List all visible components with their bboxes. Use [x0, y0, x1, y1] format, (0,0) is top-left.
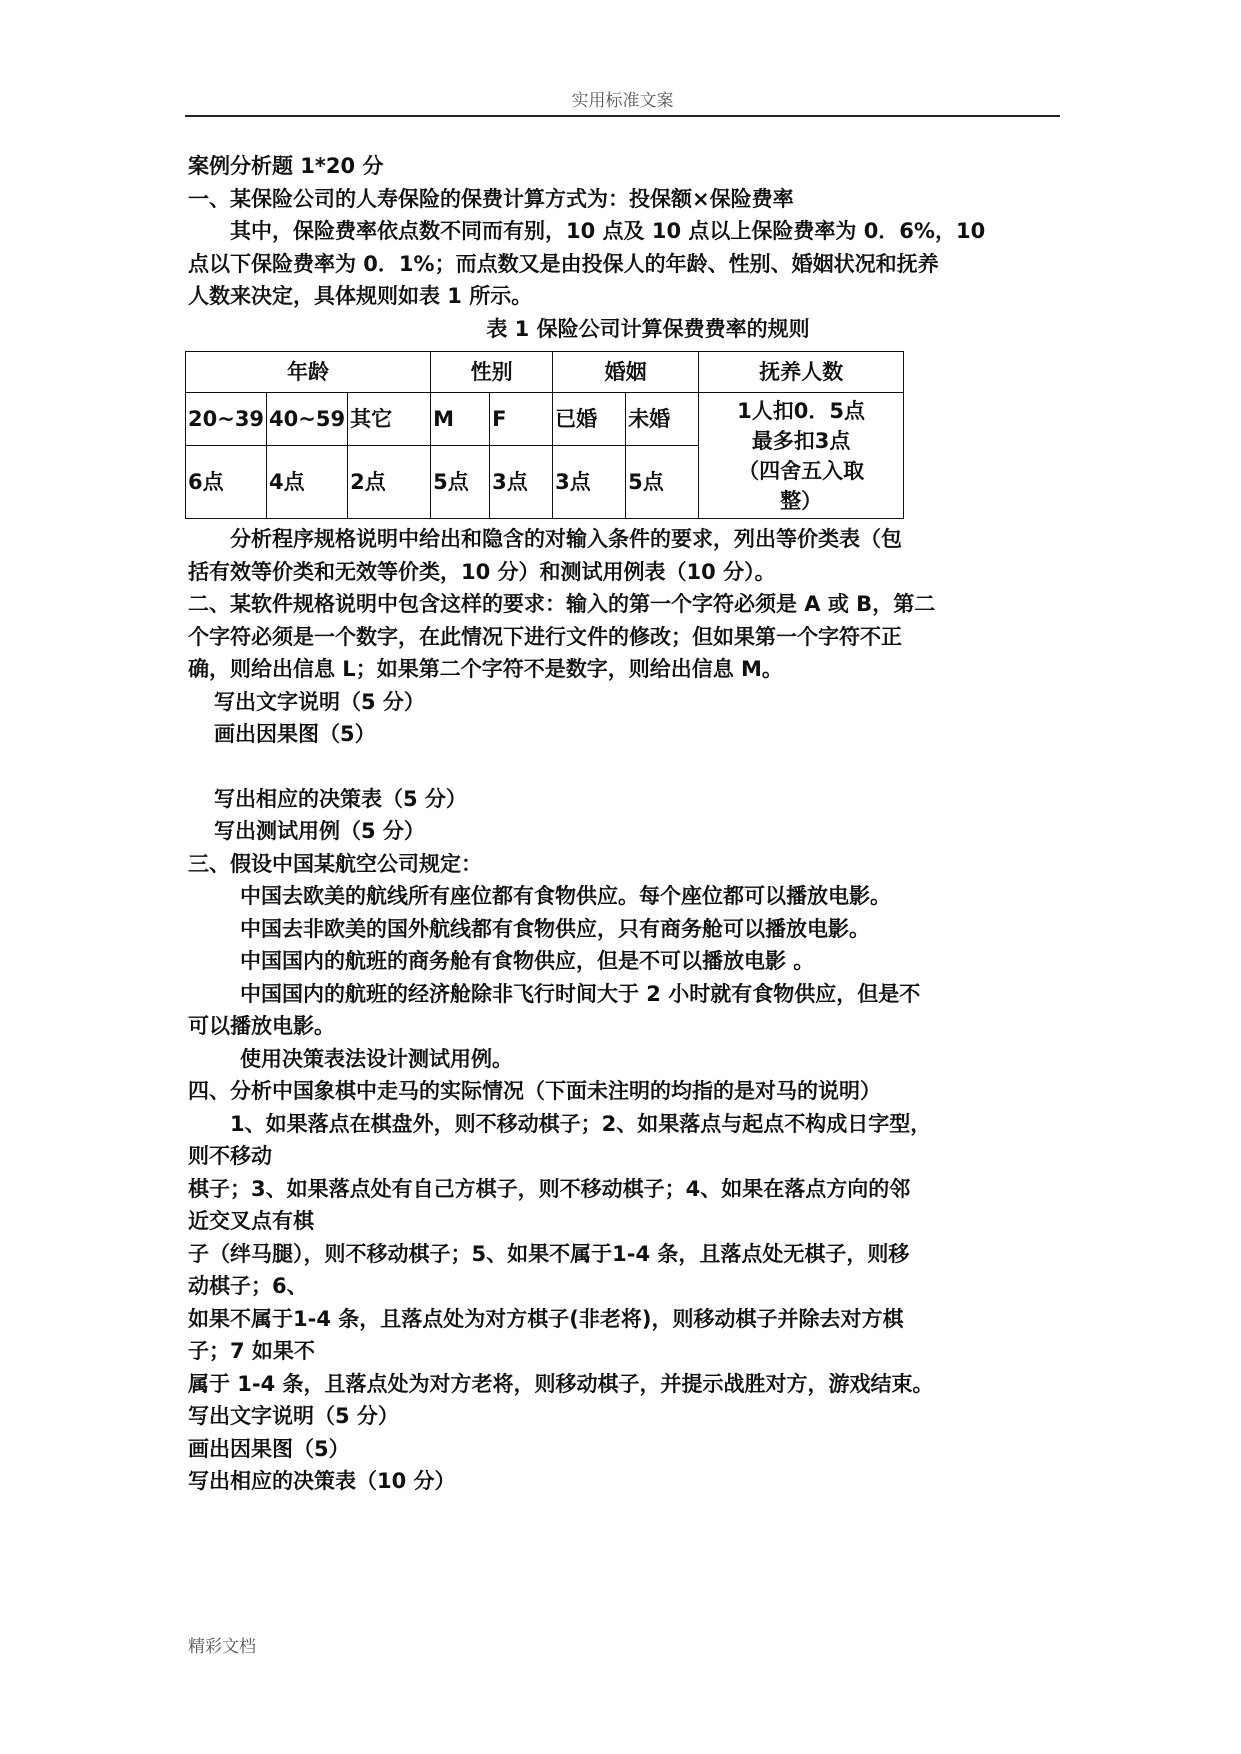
text-line: 子（绊马腿），则不移动棋子；5、如果不属于1-4 条，且落点处无棋子，则移 [188, 1241, 910, 1266]
text-line: 中国去欧美的航线所有座位都有食物供应。每个座位都可以播放电影。 [240, 884, 891, 908]
task-line: 使用决策表法设计测试用例。 [240, 1046, 513, 1071]
page-footer: 精彩文档 [188, 1637, 256, 1657]
text-line: 个字符必须是一个数字，在此情况下进行文件的修改；但如果第一个字符不正 [188, 624, 902, 649]
table-cell: 其它 [348, 393, 431, 446]
text-line: 近交叉点有棋 [188, 1209, 314, 1233]
task-line: 画出因果图（5） [214, 722, 376, 746]
text-line: 其中，保险费率依点数不同而有别，10 点及 10 点以上保险费率为 0．6%，10 [230, 219, 986, 243]
text-line: 点以下保险费率为 0．1%；而点数又是由投保人的年龄、性别、婚姻状况和抚养 [188, 251, 939, 276]
question-4-title: 四、分析中国象棋中走马的实际情况（下面未注明的均指的是对马的说明） [188, 1079, 881, 1103]
text-line: 动棋子；6、 [188, 1274, 308, 1298]
table-caption: 表 1 保险公司计算保费费率的规则 [486, 316, 810, 341]
text-line: 如果不属于1-4 条，且落点处为对方棋子(非老将)，则移动棋子并除去对方棋 [188, 1306, 904, 1331]
table-cell: 5点 [431, 446, 490, 519]
table-cell: M [431, 393, 490, 446]
header-dependents: 抚养人数 [699, 352, 904, 393]
text-line: 分析程序规格说明中给出和隐含的对输入条件的要求，列出等价类表（包 [230, 527, 902, 551]
text-line: 括有效等价类和无效等价类，10 分）和测试用例表（10 分）。 [188, 559, 776, 584]
table-cell: 未婚 [626, 393, 699, 446]
dependents-rule-cell [699, 393, 904, 519]
blank-gap [188, 751, 1068, 783]
rule-line: 整） [780, 488, 823, 513]
task-line: 写出相应的决策表（5 分） [214, 786, 467, 811]
text-line: 人数来决定，具体规则如表 1 所示。 [188, 284, 533, 308]
text-line: 可以播放电影。 [188, 1014, 335, 1038]
task-line: 画出因果图（5） [188, 1436, 350, 1461]
text-line: 属于 1-4 条，且落点处为对方老将，则移动棋子，并提示战胜对方，游戏结束。 [188, 1371, 934, 1396]
header-divider [185, 115, 1060, 117]
table-cell: 6点 [186, 446, 267, 519]
header-age: 年龄 [186, 352, 431, 393]
rule-line: 最多扣3点 [751, 428, 851, 453]
question-1-title: 一、某保险公司的人寿保险的保费计算方式为：投保额×保险费率 [188, 186, 794, 211]
table-cell: 5点 [626, 446, 699, 519]
header-gender: 性别 [431, 352, 553, 393]
question-3-title: 三、假设中国某航空公司规定： [188, 851, 482, 876]
rule-line: 1人扣0．5点 [737, 398, 866, 423]
question-2-title: 二、某软件规格说明中包含这样的要求：输入的第一个字符必须是 A 或 B，第二 [188, 592, 936, 616]
table-cell: 40~59 [267, 393, 348, 446]
header-marriage: 婚姻 [553, 352, 699, 393]
rules-table [185, 351, 904, 519]
section-title: 案例分析题 1*20 分 [188, 154, 384, 178]
table-cell: 3点 [490, 446, 553, 519]
text-line: 中国去非欧美的国外航线都有食物供应，只有商务舱可以播放电影。 [240, 916, 870, 941]
table-cell: F [490, 393, 553, 446]
text-line: 子；7 如果不 [188, 1339, 315, 1363]
task-line: 写出文字说明（5 分） [188, 1404, 399, 1428]
text-line: 1、如果落点在棋盘外，则不移动棋子；2、如果落点与起点不构成日字型， [230, 1111, 932, 1136]
text-line: 确，则给出信息 L；如果第二个字符不是数字，则给出信息 M。 [188, 657, 783, 681]
text-line: 中国国内的航班的商务舱有食物供应，但是不可以播放电影 。 [240, 949, 815, 973]
text-line: 中国国内的航班的经济舱除非飞行时间大于 2 小时就有食物供应，但是不 [240, 981, 921, 1006]
task-line: 写出文字说明（5 分） [214, 689, 425, 714]
rule-line: （四舍五入取 [738, 458, 865, 483]
table-cell: 已婚 [553, 393, 626, 446]
task-line: 写出相应的决策表（10 分） [188, 1469, 456, 1493]
table-cell: 20~39 [186, 393, 267, 446]
text-line: 棋子；3、如果落点处有自己方棋子，则不移动棋子；4、如果在落点方向的邻 [188, 1176, 911, 1201]
document-body [188, 150, 1068, 1498]
task-line: 写出测试用例（5 分） [214, 819, 425, 843]
page-header: 实用标准文案 [571, 91, 674, 111]
table-cell: 2点 [348, 446, 431, 519]
table-cell: 4点 [267, 446, 348, 519]
text-line: 则不移动 [188, 1144, 272, 1168]
table-cell: 3点 [553, 446, 626, 519]
